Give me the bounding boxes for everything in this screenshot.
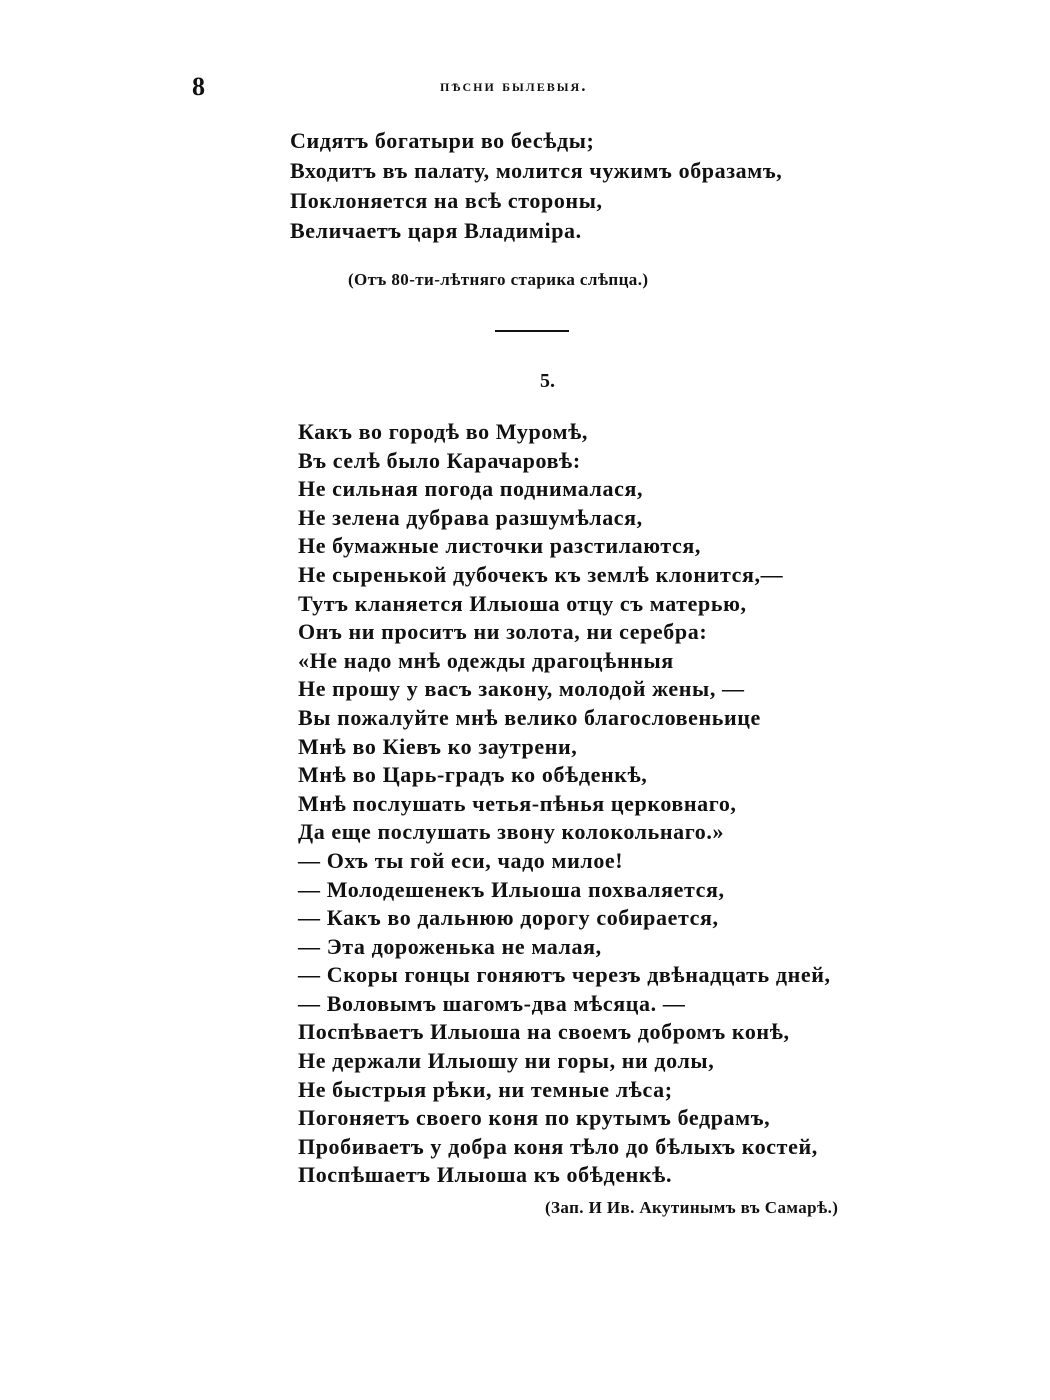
source-attribution: (Зап. И Ив. Акутинымъ въ Самарѣ.) [545,1198,839,1217]
source-attribution: (Отъ 80-ти-лѣтняго старика слѣпца.) [348,270,649,289]
verse-line: Погоняетъ своего коня по крутымъ бедрамъ, [298,1105,771,1131]
verse-line: Не сильная погода поднималася, [298,476,644,502]
verse-line: Вы пожалуйте мнѣ велико благословеньице [298,704,761,730]
poem-text [298,418,831,1190]
running-head: пѣсни былевыя. [440,76,588,95]
verse-line: — Воловымъ шагомъ-два мѣсяца. — [298,990,686,1016]
verse-line: Не бумажные листочки разстилаются, [298,533,701,559]
verse-line: — Скоры гонцы гоняютъ черезъ двѣнадцать дней, [298,962,831,988]
verse-line: Не прошу у васъ закону, молодой жены, — [298,676,745,702]
verse-line: Въ селѣ было Карачаровѣ: [298,447,581,473]
verse-line: Поспѣшаетъ Илыоша къ обѣденкѣ. [298,1162,673,1188]
verse-line: Мнѣ во Царь-градъ ко обѣденкѣ, [298,762,648,788]
verse-line: Какъ во городѣ во Муромѣ, [298,419,588,444]
verse-line: Входитъ въ палату, молится чужимъ образамъ, [290,158,783,183]
verse-line: Да еще послушать звону колокольнаго.» [298,819,725,845]
verse-line: «Не надо мнѣ одежды драгоцѣнныя [298,647,674,673]
verse-line: Не сыренькой дубочекъ къ землѣ клонится,— [298,561,784,587]
verse-line: Не быстрыя рѣки, ни темные лѣса; [298,1076,673,1102]
verse-line: Не зелена дубрава разшумѣлася, [298,504,643,530]
verse-line: Поклоняется на всѣ стороны, [290,188,603,213]
verse-line: Тутъ кланяется Илыоша отцу съ матерью, [298,590,747,616]
verse-line: Мнѣ послушать четья-пѣнья церковнаго, [298,790,737,816]
page-number: 8 [192,72,205,101]
poem-number: 5. [540,370,555,392]
verse-line: Сидятъ богатыри во бесѣды; [290,128,595,153]
section-divider [495,330,569,332]
verse-line: Не держали Илыошу ни горы, ни долы, [298,1048,715,1074]
verse-line: — Эта дороженька не малая, [298,933,602,959]
verse-line: Величаетъ царя Владиміра. [290,218,582,243]
verse-line: — Молодешенекъ Илыоша похваляется, [298,876,725,902]
verse-line: Пробиваетъ у добра коня тѣло до бѣлыхъ костей, [298,1133,818,1159]
verse-line: Онъ ни проситъ ни золота, ни серебра: [298,619,708,645]
verse-line: Поспѣваетъ Илыоша на своемъ добромъ конѣ, [298,1019,790,1045]
verse-line: Мнѣ во Кіевъ ко заутрени, [298,733,578,759]
verse-line: — Охъ ты гой еси, чадо милое! [298,847,624,873]
poem-fragment [290,126,782,246]
verse-line: — Какъ во дальнюю дорогу собирается, [298,905,719,931]
